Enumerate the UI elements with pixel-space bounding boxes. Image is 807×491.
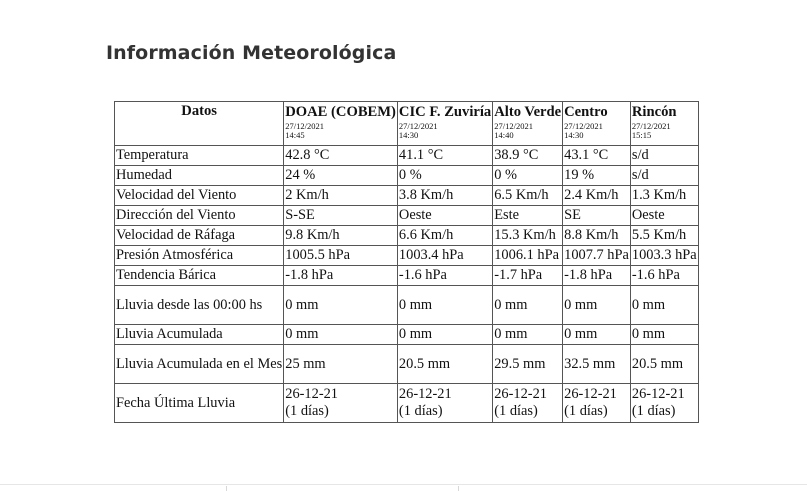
- table-cell: 0 mm: [493, 325, 563, 345]
- row-label: Humedad: [115, 166, 284, 186]
- table-cell: 0 mm: [493, 286, 563, 325]
- header-station-rincon: [630, 102, 698, 146]
- row-label: Fecha Última Lluvia: [115, 384, 284, 423]
- table-cell: 20.5 mm: [397, 345, 492, 384]
- header-station-centro: [563, 102, 631, 146]
- table-cell: 6.6 Km/h: [397, 226, 492, 246]
- station-name: CIC F. Zuviría: [398, 104, 492, 120]
- table-row-tendencia: [115, 266, 699, 286]
- row-label: Temperatura: [115, 146, 284, 166]
- table-cell: 0 mm: [397, 286, 492, 325]
- station-date: 27/12/2021: [564, 121, 603, 131]
- station-date: 27/12/2021: [631, 121, 671, 131]
- table-cell: Oeste: [397, 206, 492, 226]
- table-cell: 1007.7 hPa: [563, 246, 631, 266]
- table-cell: 24 %: [284, 166, 398, 186]
- station-name: Centro: [564, 104, 608, 120]
- row-label: Velocidad del Viento: [115, 186, 284, 206]
- table-cell: 1005.5 hPa: [284, 246, 398, 266]
- table-cell: s/d: [630, 146, 698, 166]
- table-cell: 20.5 mm: [630, 345, 698, 384]
- header-station-doae: [284, 102, 398, 146]
- station-time: 14:40: [494, 130, 514, 140]
- row-label: Tendencia Bárica: [115, 266, 284, 286]
- table-cell: 25 mm: [284, 345, 398, 384]
- station-time: 14:30: [398, 130, 419, 140]
- table-cell: 9.8 Km/h: [284, 226, 398, 246]
- header-station-alto-verde: [493, 102, 563, 146]
- row-label: Lluvia Acumulada: [115, 325, 284, 345]
- station-date: 27/12/2021: [494, 121, 533, 131]
- table-header-row: [115, 102, 699, 146]
- table-cell: -1.6 hPa: [397, 266, 492, 286]
- table-cell: 0 mm: [630, 286, 698, 325]
- table-row-velocidad-viento: [115, 186, 699, 206]
- table-cell: 41.1 °C: [397, 146, 492, 166]
- table-cell: 0 mm: [563, 286, 631, 325]
- station-name: Alto Verde: [494, 104, 562, 120]
- table-cell: 42.8 °C: [284, 146, 398, 166]
- footer-tick: [458, 486, 459, 491]
- header-datos: Datos: [115, 102, 284, 146]
- table-row-lluvia-desde: [115, 286, 699, 325]
- table-cell: 26-12-21 (1 días): [284, 384, 398, 423]
- row-label: Lluvia desde las 00:00 hs: [115, 286, 284, 325]
- table-cell: 32.5 mm: [563, 345, 631, 384]
- table-row-velocidad-rafaga: [115, 226, 699, 246]
- table-cell: 26-12-21 (1 días): [493, 384, 563, 423]
- table-cell: 2.4 Km/h: [563, 186, 631, 206]
- table-cell: 0 mm: [630, 325, 698, 345]
- row-label: Presión Atmosférica: [115, 246, 284, 266]
- table-cell: 0 %: [493, 166, 563, 186]
- table-cell: 0 mm: [563, 325, 631, 345]
- row-label: Dirección del Viento: [115, 206, 284, 226]
- table-cell: 6.5 Km/h: [493, 186, 563, 206]
- row-label: Lluvia Acumulada en el Mes: [115, 345, 284, 384]
- station-date: 27/12/2021: [285, 121, 324, 131]
- weather-table: [114, 101, 699, 423]
- table-cell: 1.3 Km/h: [630, 186, 698, 206]
- header-station-cic: [397, 102, 492, 146]
- table-row-lluvia-mes: [115, 345, 699, 384]
- station-name: Rincón: [631, 104, 677, 120]
- table-cell: 1003.3 hPa: [630, 246, 698, 266]
- table-row-presion: [115, 246, 699, 266]
- table-cell: 26-12-21 (1 días): [630, 384, 698, 423]
- station-date: 27/12/2021: [398, 121, 438, 131]
- row-label: Velocidad de Ráfaga: [115, 226, 284, 246]
- table-row-humedad: [115, 166, 699, 186]
- table-cell: 19 %: [563, 166, 631, 186]
- table-row-fecha-ultima-lluvia: [115, 384, 699, 423]
- table-row-lluvia-acumulada: [115, 325, 699, 345]
- table-cell: 43.1 °C: [563, 146, 631, 166]
- table-cell: 29.5 mm: [493, 345, 563, 384]
- table-cell: 8.8 Km/h: [563, 226, 631, 246]
- table-cell: 0 mm: [284, 286, 398, 325]
- table-cell: 26-12-21 (1 días): [563, 384, 631, 423]
- table-cell: 1003.4 hPa: [397, 246, 492, 266]
- table-cell: S-SE: [284, 206, 398, 226]
- table-cell: -1.7 hPa: [493, 266, 563, 286]
- table-cell: 15.3 Km/h: [493, 226, 563, 246]
- footer-tick: [226, 486, 227, 491]
- page-title: Información Meteorológica: [106, 42, 397, 64]
- table-cell: SE: [563, 206, 631, 226]
- table-cell: Este: [493, 206, 563, 226]
- table-cell: 0 %: [397, 166, 492, 186]
- table-cell: s/d: [630, 166, 698, 186]
- station-time: 14:30: [564, 130, 584, 140]
- table-cell: 3.8 Km/h: [397, 186, 492, 206]
- footer-divider: [0, 484, 807, 485]
- table-cell: 0 mm: [397, 325, 492, 345]
- table-cell: Oeste: [630, 206, 698, 226]
- table-cell: -1.8 hPa: [563, 266, 631, 286]
- table-cell: -1.6 hPa: [630, 266, 698, 286]
- table-row-direccion-viento: [115, 206, 699, 226]
- table-cell: 5.5 Km/h: [630, 226, 698, 246]
- station-time: 15:15: [631, 130, 652, 140]
- table-cell: 0 mm: [284, 325, 398, 345]
- table-row-temperatura: [115, 146, 699, 166]
- table-cell: 26-12-21 (1 días): [397, 384, 492, 423]
- station-time: 14:45: [285, 130, 305, 140]
- table-cell: 1006.1 hPa: [493, 246, 563, 266]
- station-name: DOAE (COBEM): [285, 104, 396, 120]
- table-cell: -1.8 hPa: [284, 266, 398, 286]
- table-cell: 2 Km/h: [284, 186, 398, 206]
- table-cell: 38.9 °C: [493, 146, 563, 166]
